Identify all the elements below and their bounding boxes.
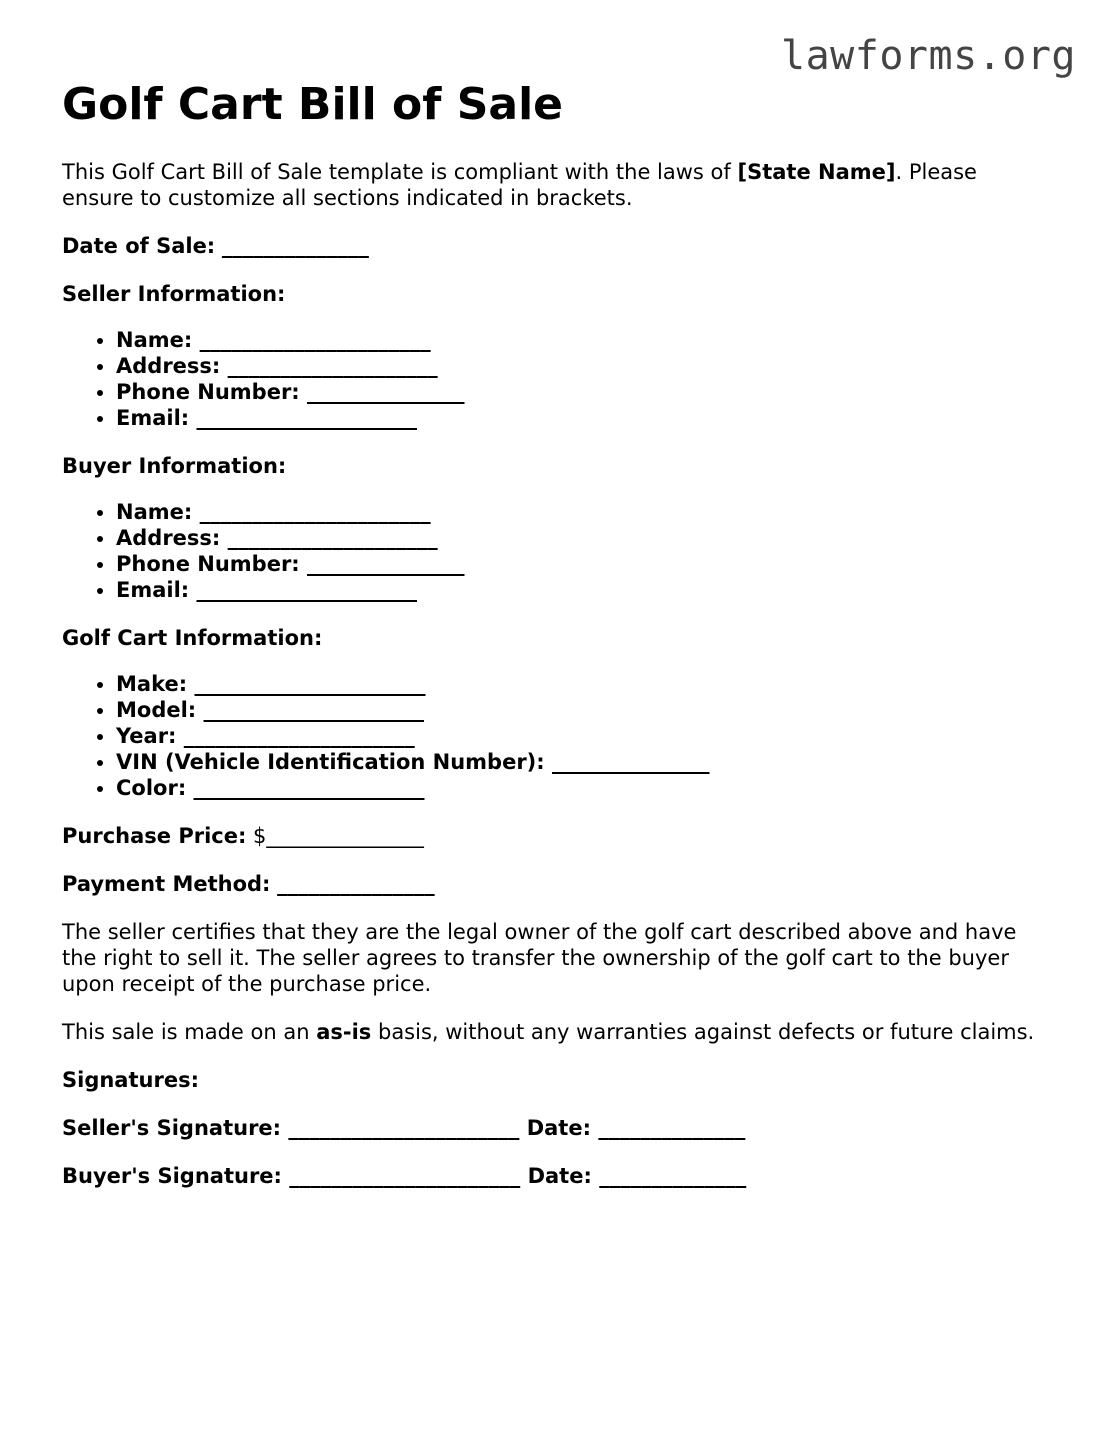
cart-model-item xyxy=(116,697,1052,723)
as-is-paragraph xyxy=(62,1019,1052,1045)
seller-date-label: Date: xyxy=(526,1116,591,1140)
purchase-price-line xyxy=(62,823,1052,849)
as-is-text-before: This sale is made on an xyxy=(62,1020,317,1044)
watermark-logo: lawforms.org xyxy=(781,33,1076,79)
cart-model-field[interactable]: _____________________ xyxy=(203,698,425,722)
buyer-email-item xyxy=(116,577,1052,603)
cart-vin-item xyxy=(116,749,1052,775)
seller-name-field[interactable]: ______________________ xyxy=(199,328,431,352)
as-is-text-after: basis, without any warranties against defects or future claims. xyxy=(371,1020,1035,1044)
seller-signature-field[interactable]: ______________________ xyxy=(288,1116,520,1140)
page-title: Golf Cart Bill of Sale xyxy=(62,79,564,130)
buyer-name-item xyxy=(116,499,1052,525)
payment-method-label: Payment Method: xyxy=(62,872,271,896)
certification-paragraph: The seller certifies that they are the legal owner of the golf cart described above and have the right to sell it. The seller agrees to transfer the ownership of the golf cart to the buyer upon receipt of the purchase price. xyxy=(62,920,1017,996)
cart-color-label: Color: xyxy=(116,776,187,800)
state-name-placeholder: [State Name] xyxy=(737,160,896,184)
cart-color-field[interactable]: ______________________ xyxy=(193,776,425,800)
signatures-heading: Signatures: xyxy=(62,1068,199,1092)
seller-name-label: Name: xyxy=(116,328,193,352)
buyer-date-label: Date: xyxy=(527,1164,592,1188)
seller-date-field[interactable]: ______________ xyxy=(598,1116,746,1140)
seller-list xyxy=(62,327,1052,431)
seller-name-item xyxy=(116,327,1052,353)
buyer-signature-field[interactable]: ______________________ xyxy=(289,1164,521,1188)
buyer-signature-label: Buyer's Signature: xyxy=(62,1164,282,1188)
buyer-name-field[interactable]: ______________________ xyxy=(199,500,431,524)
seller-phone-label: Phone Number: xyxy=(116,380,300,404)
cart-year-item xyxy=(116,723,1052,749)
document-body xyxy=(62,78,1052,1189)
seller-signature-label: Seller's Signature: xyxy=(62,1116,282,1140)
buyer-phone-field[interactable]: _______________ xyxy=(307,552,465,576)
seller-signature-line xyxy=(62,1115,1052,1141)
date-of-sale-line xyxy=(62,233,1052,259)
cart-model-label: Model: xyxy=(116,698,197,722)
purchase-price-label: Purchase Price: xyxy=(62,824,247,848)
seller-phone-field[interactable]: _______________ xyxy=(307,380,465,404)
cart-make-item xyxy=(116,671,1052,697)
seller-email-label: Email: xyxy=(116,406,190,430)
buyer-signature-line xyxy=(62,1163,1052,1189)
cart-heading: Golf Cart Information: xyxy=(62,626,323,650)
seller-address-item xyxy=(116,353,1052,379)
date-of-sale-field[interactable]: ______________ xyxy=(221,234,369,258)
as-is-emphasis: as-is xyxy=(316,1020,372,1044)
date-of-sale-label: Date of Sale: xyxy=(62,234,216,258)
cart-vin-field[interactable]: _______________ xyxy=(551,750,710,774)
intro-text-before: This Golf Cart Bill of Sale template is compliant with the laws of xyxy=(62,160,738,184)
purchase-price-field[interactable]: _______________ xyxy=(266,824,424,848)
cart-make-label: Make: xyxy=(116,672,188,696)
payment-method-field[interactable]: _______________ xyxy=(277,872,435,896)
seller-email-field[interactable]: _____________________ xyxy=(196,406,418,430)
intro-text-after: . Please ensure to customize all sections indicated in brackets. xyxy=(62,160,977,210)
payment-method-line xyxy=(62,871,1052,897)
buyer-address-label: Address: xyxy=(116,526,221,550)
cart-make-field[interactable]: ______________________ xyxy=(194,672,426,696)
intro-paragraph xyxy=(62,159,1052,211)
buyer-name-label: Name: xyxy=(116,500,193,524)
cart-color-item xyxy=(116,775,1052,801)
buyer-date-field[interactable]: ______________ xyxy=(599,1164,747,1188)
buyer-list xyxy=(62,499,1052,603)
cart-year-field[interactable]: ______________________ xyxy=(183,724,415,748)
buyer-address-field[interactable]: ____________________ xyxy=(227,526,438,550)
cart-year-label: Year: xyxy=(116,724,177,748)
buyer-phone-label: Phone Number: xyxy=(116,552,300,576)
seller-address-label: Address: xyxy=(116,354,221,378)
seller-email-item xyxy=(116,405,1052,431)
purchase-price-currency: $ xyxy=(253,824,267,848)
buyer-heading: Buyer Information: xyxy=(62,454,287,478)
buyer-address-item xyxy=(116,525,1052,551)
buyer-phone-item xyxy=(116,551,1052,577)
cart-list xyxy=(62,671,1052,801)
seller-phone-item xyxy=(116,379,1052,405)
buyer-email-label: Email: xyxy=(116,578,190,602)
cart-vin-label: VIN (Vehicle Identification Number): xyxy=(116,750,545,774)
seller-heading: Seller Information: xyxy=(62,282,286,306)
buyer-email-field[interactable]: _____________________ xyxy=(196,578,418,602)
seller-address-field[interactable]: ____________________ xyxy=(227,354,438,378)
